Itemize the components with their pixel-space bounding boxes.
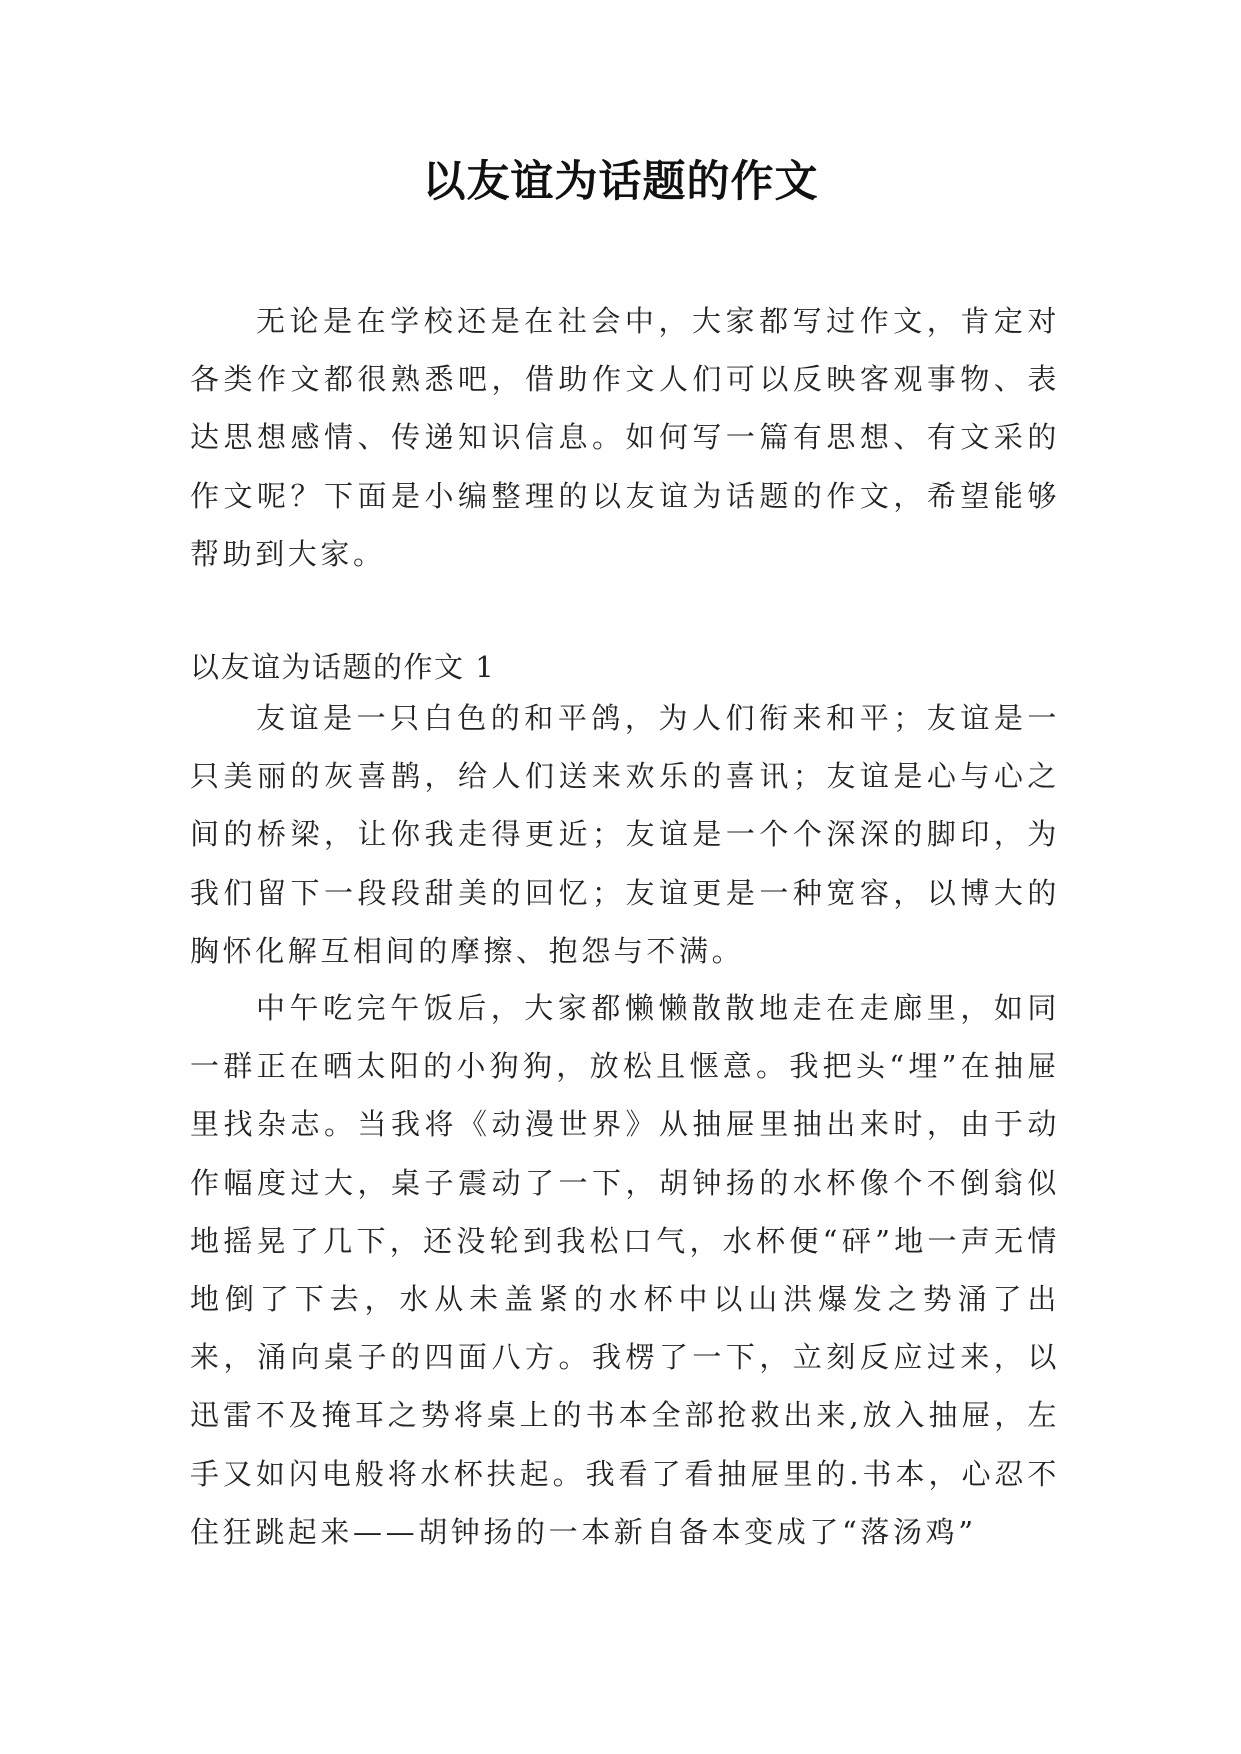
section-heading: 以友谊为话题的作文 1 <box>190 650 496 684</box>
intro-paragraph: 无论是在学校还是在社会中，大家都写过作文，肯定对各类作文都很熟悉吧，借助作文人们可以反映客观事物、表达思想感情、传递知识信息。如何写一篇有思想、有文采的作文呢？下面是小编整理的以友谊为话题的作文，希望能够帮助到大家。 <box>190 304 1060 571</box>
body-paragraph: 中午吃完午饭后，大家都懒懒散散地走在走廊里，如同一群正在晒太阳的小狗狗，放松且惬意。我把头“埋”在抽屉里找杂志。当我将《动漫世界》从抽屉里抽出来时，由于动作幅度过大，桌子震动了一下，胡钟扬的水杯像个不倒翁似地摇晃了几下，还没轮到我松口气，水杯便“砰”地一声无情地倒了下去，水从未盖紧的水杯中以山洪爆发之势涌了出来，涌向桌子的四面八方。我楞了一下，立刻反应过来，以迅雷不及掩耳之势将桌上的书本全部抢救出来,放入抽屉，左手又如闪电般将水杯扶起。我看了看抽屉里的.书本，心忍不住狂跳起来——胡钟扬的一本新自备本变成了“落汤鸡” <box>190 991 1060 1549</box>
body-paragraph: 友谊是一只白色的和平鸽，为人们衔来和平；友谊是一只美丽的灰喜鹊，给人们送来欢乐的喜讯；友谊是心与心之间的桥梁，让你我走得更近；友谊是一个个深深的脚印，为我们留下一段段甜美的回忆；友谊更是一种宽容，以博大的胸怀化解互相间的摩擦、抱怨与不满。 <box>190 701 1060 968</box>
document-title: 以友谊为话题的作文 <box>422 157 819 207</box>
